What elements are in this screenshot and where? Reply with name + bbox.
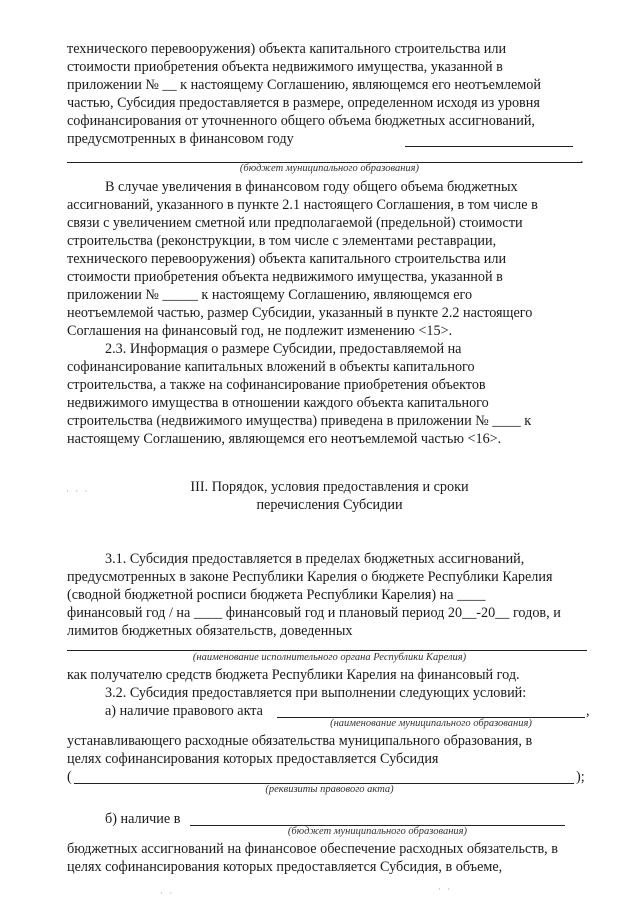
comma: , [586, 703, 590, 719]
text-line: а) наличие правового акта [105, 703, 263, 719]
field-caption: (реквизиты правового акта) [265, 784, 394, 795]
scan-speck: · · [438, 884, 453, 894]
text-line: стоимости приобретения объекта недвижимого имущества, указанной в [67, 59, 503, 75]
text-line: лимитов бюджетных обязательств, доведенных [67, 623, 353, 639]
bracket-close: ); [576, 769, 585, 785]
text-line: как получателю средств бюджета Республики Карелия на финансовый год. [67, 667, 520, 683]
text-line: строительства (недвижимого имущества) приведена в приложении № ____ к [67, 413, 532, 429]
fill-in-blank [67, 650, 587, 651]
fill-in-blank [405, 146, 573, 147]
text-line: связи с увеличением сметной или предполагаемой (предельной) стоимости [67, 215, 523, 231]
text-line: целях софинансирования которых предоставляется Субсидия, в объеме, [67, 859, 503, 875]
text-line: бюджетных ассигнований на финансовое обеспечение расходных обязательств, в [67, 841, 558, 857]
text-line: софинансирования от уточненного общего объема бюджетных ассигнований, [67, 113, 535, 129]
text-line: финансовый год / на ____ финансовый год и плановый период 20__-20__ годов, и [67, 605, 561, 621]
field-caption: (бюджет муниципального образования) [239, 163, 420, 174]
text-line: б) наличие в [105, 811, 181, 827]
bracket-open: ( [67, 769, 72, 785]
text-line: приложении № __ к настоящему Соглашению, являющемся его неотъемлемой [67, 77, 541, 93]
text-line: Соглашения на финансовый год, не подлежит изменению <15>. [67, 323, 453, 339]
text-line: ассигнований, указанного в пункте 2.1 настоящего Соглашения, в том числе в [67, 197, 538, 213]
field-caption: (наименование исполнительного органа Республики Карелия) [192, 652, 467, 663]
text-line: 3.1. Субсидия предоставляется в пределах бюджетных ассигнований, [105, 551, 525, 567]
text-line: частью, Субсидия предоставляется в размере, определенном исходя из уровня [67, 95, 540, 111]
text-line: (сводной бюджетной росписи бюджета Республики Карелия) на ____ [67, 587, 486, 603]
section-heading: перечисления Субсидии [256, 497, 403, 513]
text-line: приложении № _____ к настоящему Соглашению, являющемся его [67, 287, 473, 303]
text-line: 3.2. Субсидия предоставляется при выполнении следующих условий: [105, 685, 527, 701]
text-line: технического перевооружения) объекта капитального строительства или [67, 251, 507, 267]
text-line: предусмотренных в законе Республики Карелия о бюджете Республики Карелия [67, 569, 553, 585]
text-line: софинансирование капитальных вложений в объекты капитального [67, 359, 475, 375]
text-line: устанавливающего расходные обязательства муниципального образования, в [67, 733, 533, 749]
text-line: недвижимого имущества в отношении каждого объекта капитального [67, 395, 489, 411]
text-line: 2.3. Информация о размере Субсидии, предоставляемой на [105, 341, 462, 357]
text-line: стоимости приобретения объекта недвижимого имущества, указанной в [67, 269, 503, 285]
text-line: неотъемлемой частью, размер Субсидии, указанный в пункте 2.2 настоящего [67, 305, 533, 321]
text-line: технического перевооружения) объекта капитального строительства или [67, 41, 507, 57]
text-line: В случае увеличения в финансовом году общего объема бюджетных [105, 179, 518, 195]
text-line: строительства (реконструкции, в том числе с элементами реставрации, [67, 233, 497, 249]
scan-speck: · · [160, 888, 175, 898]
text-line: настоящему Соглашению, являющемся его неотъемлемой частью <16>. [67, 431, 502, 447]
period: . [580, 151, 584, 167]
scan-speck: · · · [66, 486, 90, 496]
field-caption: (бюджет муниципального образования) [287, 826, 468, 837]
text-line: строительства, а также на софинансирование приобретения объектов [67, 377, 486, 393]
section-heading: III. Порядок, условия предоставления и сроки [190, 479, 469, 495]
text-line: предусмотренных в финансовом году [67, 131, 294, 147]
field-caption: (наименование муниципального образования) [330, 718, 532, 729]
text-line: целях софинансирования которых предоставляется Субсидия [67, 751, 439, 767]
